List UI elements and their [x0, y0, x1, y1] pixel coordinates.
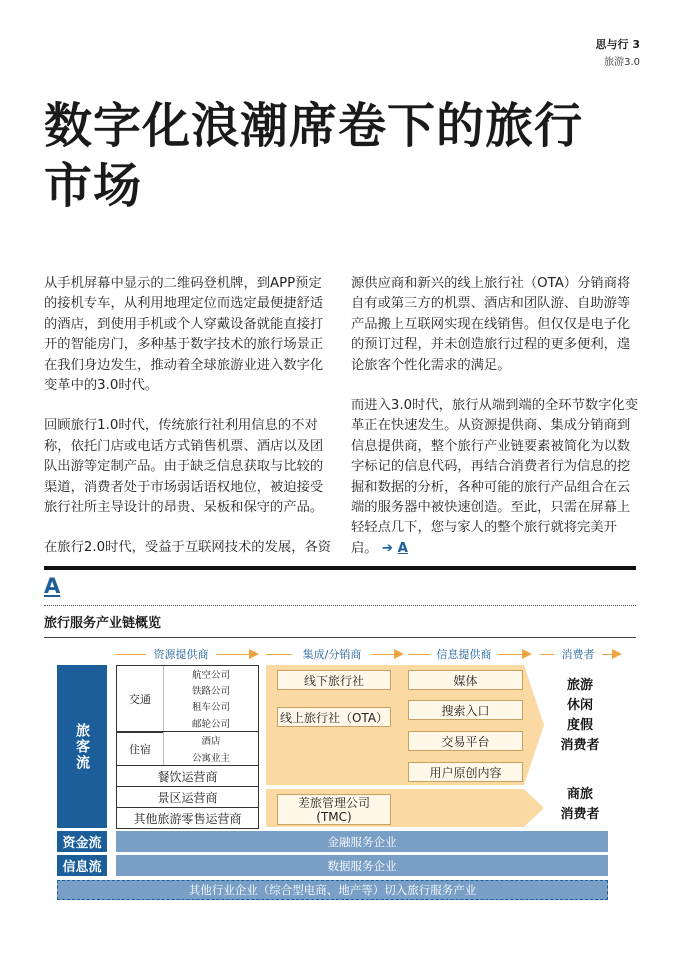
supplier-row: 景区运营商	[157, 790, 218, 805]
consumer-arrow-lower	[524, 789, 544, 827]
lodging-label: 住宿	[117, 732, 164, 765]
other-industry-bar: 其他行业企业（综合型电商、地产等）切入旅行服务产业	[57, 880, 608, 900]
paragraph	[351, 396, 639, 559]
page-title-line2: 市场	[44, 158, 143, 214]
consumer-business: 商旅 消费者	[560, 787, 600, 822]
figure-letter: A	[44, 574, 61, 598]
stage-label-consumer: 消费者	[561, 648, 595, 661]
distributor-tmc: 差旅管理公司 (TMC)	[277, 794, 391, 825]
supplier-item: 公寓业主	[191, 752, 230, 764]
stage-arrow-line	[540, 654, 554, 655]
distributor-ota: 线上旅行社（OTA）	[277, 707, 391, 727]
figure-reference-link[interactable]	[382, 541, 408, 556]
body-column-left	[44, 274, 332, 579]
data-service-bar: 数据服务企业	[116, 855, 608, 876]
paragraph: 源供应商和新兴的线上旅行社（OTA）分销商将自有或第三方的机票、酒店和团队游、自助游等产品搬上互联网实现在线销售。但仅仅是电子化的预订过程，并未创造旅行过程的更多便利，遑论旅客个性化需求的满足。	[351, 276, 631, 373]
figure-reference-letter: A	[397, 540, 408, 556]
stage-label-distributor: 集成/分销商	[302, 648, 362, 661]
stage-label-info: 信息提供商	[436, 648, 492, 661]
transport-label: 交通	[117, 666, 164, 733]
stage-arrow-line	[408, 654, 430, 655]
info-provider-search: 搜索入口	[408, 700, 523, 720]
distributor-offline-agency: 线下旅行社	[277, 670, 391, 690]
stage-arrowhead-icon	[612, 649, 622, 659]
info-provider-media: 媒体	[408, 670, 523, 690]
resource-provider-box	[116, 665, 259, 829]
page-title	[44, 96, 644, 216]
supplier-item: 邮轮公司	[191, 718, 230, 730]
paragraph: 在旅行2.0时代，受益于互联网技术的发展，各资	[44, 540, 332, 556]
info-provider-ugc: 用户原创内容	[408, 762, 523, 782]
stage-arrow-line	[372, 654, 396, 655]
stage-label-resource: 资源提供商	[153, 648, 209, 661]
stage-arrow-line	[498, 654, 524, 655]
body-column-right	[351, 274, 639, 579]
info-flow-label: 信息流	[57, 855, 107, 876]
supplier-row: 其他旅游零售运营商	[133, 811, 242, 826]
consumer-leisure: 旅游 休闲 度假 消费者	[560, 678, 600, 753]
traveler-flow-label	[57, 665, 107, 828]
figure-title: 旅行服务产业链概览	[44, 616, 162, 631]
paragraph-text: 而进入3.0时代，旅行从端到端的全环节数字化变革正在快速发生。从资源提供商、集成分销商到信息提供商，整个旅行产业链要素被简化为以数字标记的信息代码，再结合消费者行为信息的挖掘和数据的分析，各种可能的旅行产品组合在云端的服务器中被快速创造。至此，只需在屏幕上轻轻点几下，您与家人的整个旅行就将完美开启。	[351, 398, 639, 556]
supplier-item: 航空公司	[191, 670, 230, 681]
figure-dotted-rule	[44, 605, 636, 606]
paragraph: 回顾旅行1.0时代，传统旅行社利用信息的不对称，依托门店或电话方式销售机票、酒店以及团队出游等定制产品。由于缺乏信息获取与比较的渠道，消费者处于市场弱话语权地位，被迫接受旅行社所主导设计的昂贵、呆板和保守的产品。	[44, 418, 324, 516]
header-title: 思与行 3	[595, 38, 640, 51]
header-subtitle: 旅游3.0	[604, 57, 640, 68]
stage-arrowhead-icon	[394, 649, 404, 659]
consumer-arrow-upper	[524, 665, 544, 785]
stage-arrow-line	[116, 654, 146, 655]
info-provider-trading: 交易平台	[408, 731, 523, 751]
stage-arrowhead-icon	[249, 649, 259, 659]
supplier-row: 餐饮运营商	[157, 769, 218, 784]
arrow-right-icon: ➔	[381, 540, 393, 556]
finance-service-bar: 金融服务企业	[116, 831, 608, 852]
page-title-line1: 数字化浪潮席卷下的旅行	[44, 98, 584, 154]
fund-flow-label: 资金流	[57, 831, 107, 852]
traveler-flow-text: 旅客流	[74, 722, 90, 771]
stage-arrowhead-icon	[522, 649, 532, 659]
figure-title-rule	[44, 637, 636, 638]
figure-top-rule	[44, 566, 636, 570]
stage-arrow-line	[266, 654, 292, 655]
supplier-item: 租车公司	[191, 702, 230, 713]
supplier-item: 酒店	[201, 736, 221, 747]
paragraph: 从手机屏幕中显示的二维码登机牌，到APP预定的接机专车，从利用地理定位而选定最便捷舒适的酒店，到使用手机或个人穿戴设备就能直接打开的智能房门，多种基于数字技术的旅行场景正在我们身边发生，推动着全球旅游业进入数字化变革中的3.0时代。	[44, 276, 324, 394]
supplier-item: 铁路公司	[191, 686, 230, 697]
stage-arrow-line	[216, 654, 251, 655]
